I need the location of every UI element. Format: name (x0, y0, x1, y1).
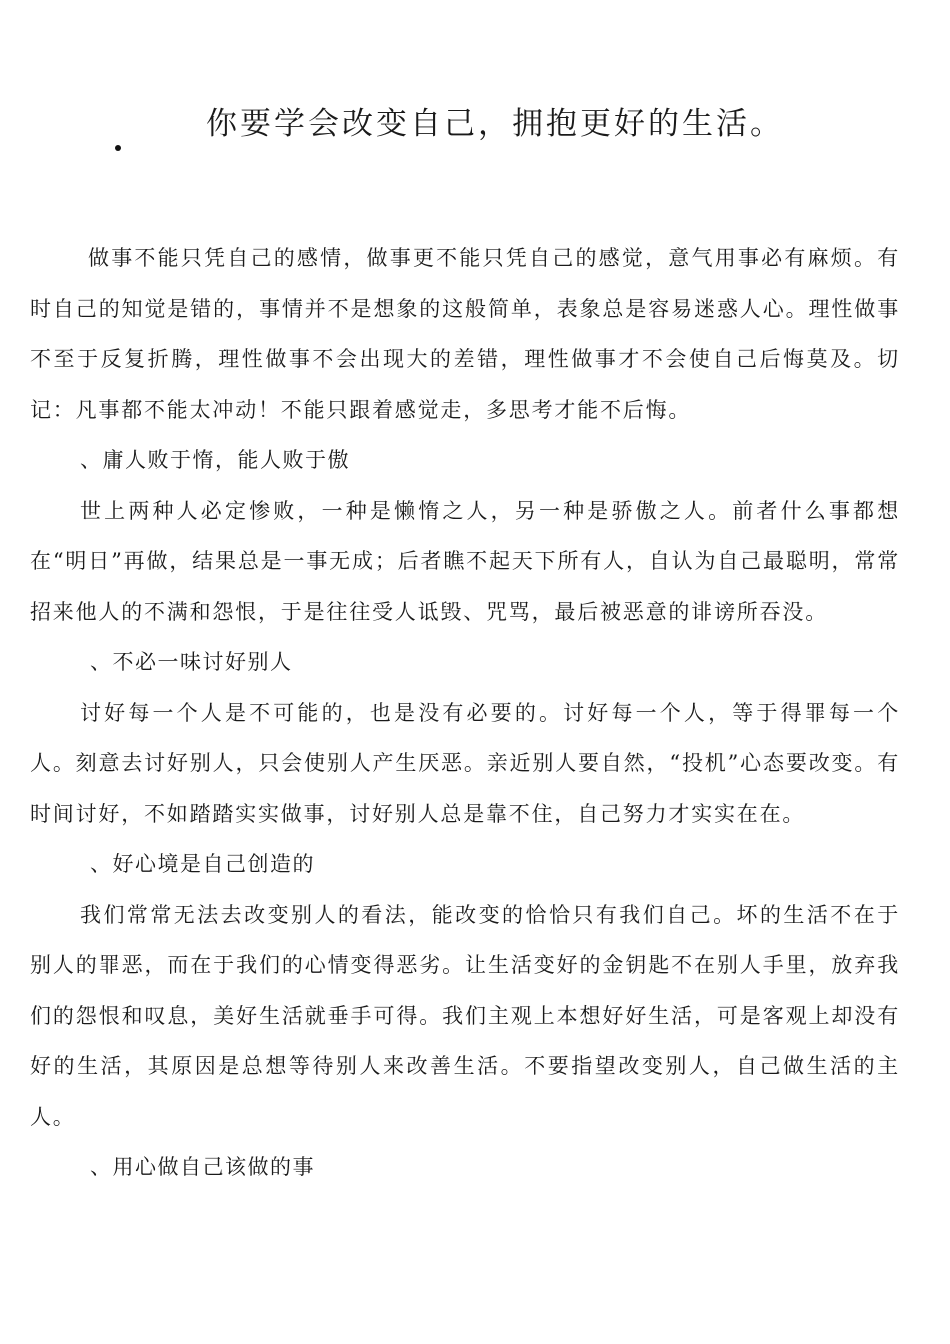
section-heading-4: 、用心做自己该做的事 (90, 1155, 315, 1179)
section-heading-3: 、好心境是自己创造的 (90, 852, 315, 876)
section-heading-2: 、不必一味讨好别人 (90, 650, 293, 674)
page-title: 你要学会改变自己，拥抱更好的生活。 (206, 106, 784, 142)
paragraph-4: 我们常常无法去改变别人的看法，能改变的恰恰只有我们自己。坏的生活不在于别人的罪恶，而在于我们的心情变得恶劣。让生活变好的金钥匙不在别人手里，放弃我们的怨恨和叹息，美好生活就垂手可得。我们主观上本想好好生活，可是客观上却没有好的生活，其原因是总想等待别人来改善生活。不要指望改变别人，自己做生活的主人。 (30, 902, 900, 1129)
document-body (30, 233, 900, 1193)
section-heading-1: 、庸人败于惰，能人败于傲 (80, 448, 350, 472)
paragraph-3: 讨好每一个人是不可能的，也是没有必要的。讨好每一个人，等于得罪每一个人。刻意去讨好别人，只会使别人产生厌恶。亲近别人要自然，“投机”心态要改变。有时间讨好，不如踏踏实实做事，讨好别人总是靠不住，自己努力才实实在在。 (30, 700, 900, 826)
paragraph-1: 做事不能只凭自己的感情，做事更不能只凭自己的感觉，意气用事必有麻烦。有时自己的知觉是错的，事情并不是想象的这般简单，表象总是容易迷惑人心。理性做事不至于反复折腾，理性做事不会出现大的差错，理性做事才不会使自己后悔莫及。切记：凡事都不能太冲动！不能只跟着感觉走，多思考才能不后悔。 (30, 246, 900, 422)
paragraph-2: 世上两种人必定惨败，一种是懒惰之人，另一种是骄傲之人。前者什么事都想在“明日”再做，结果总是一事无成；后者瞧不起天下所有人，自认为自己最聪明，常常招来他人的不满和怨恨，于是往往受人诋毁、咒骂，最后被恶意的诽谤所吞没。 (30, 498, 900, 624)
